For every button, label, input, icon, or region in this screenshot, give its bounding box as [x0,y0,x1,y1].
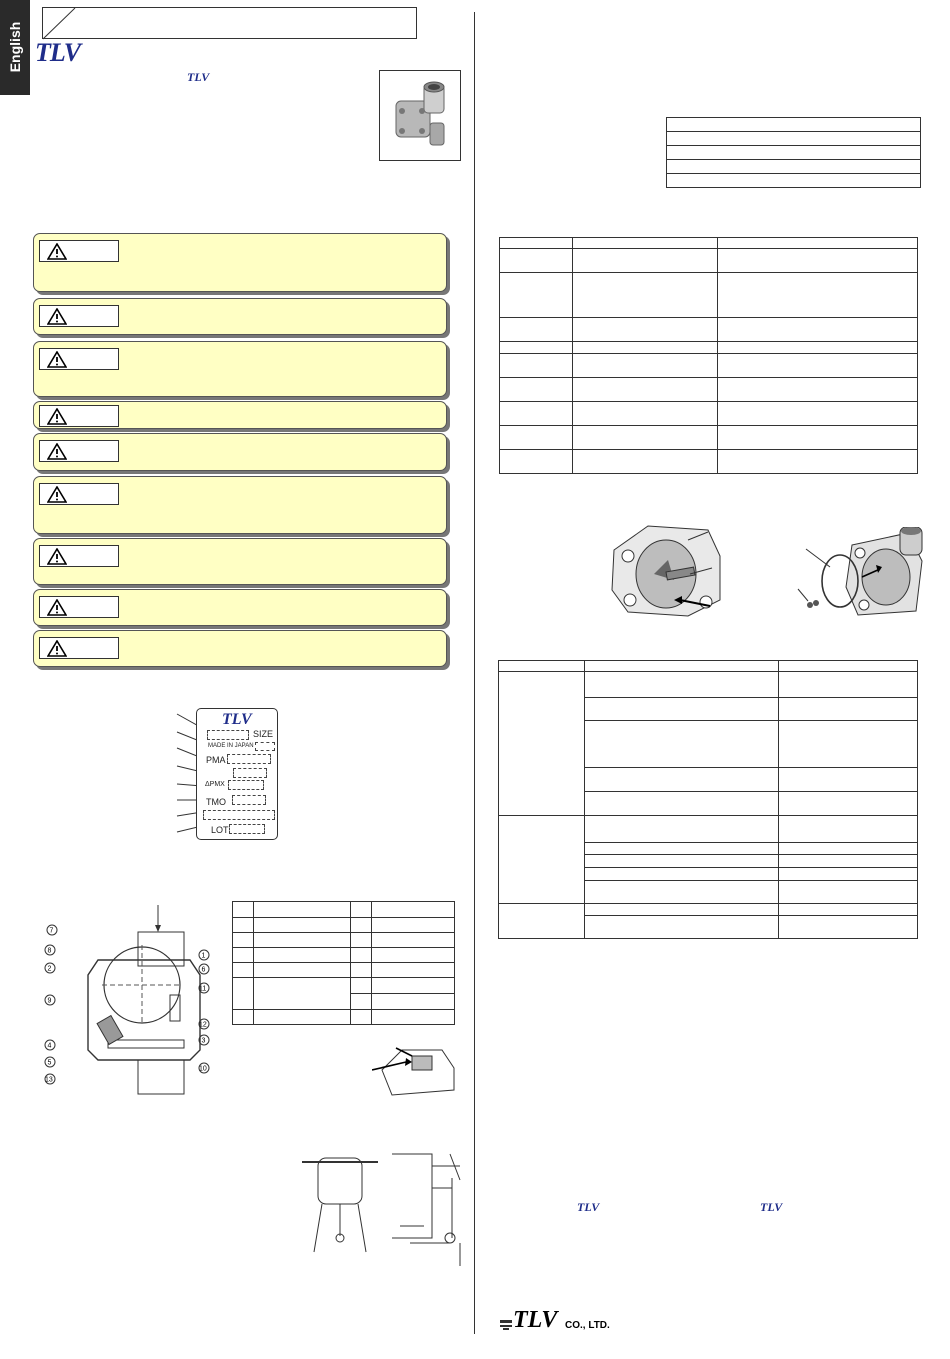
nameplate-tmo-label: TMO [206,797,226,807]
warning-badge [39,483,119,505]
warning-box [33,341,447,397]
warning-triangle-icon [47,243,67,260]
tank-installation-sketch [300,1148,470,1268]
warning-triangle-icon [47,548,67,565]
title-box [42,7,417,39]
warning-badge [39,596,119,618]
warning-badge [39,305,119,327]
warning-triangle-icon [47,351,67,368]
inline-brand-logo: TLV [187,70,210,84]
warning-triangle-icon [47,408,67,425]
company-mark-icon [499,1319,513,1331]
installation-detail-sketch [372,1040,456,1102]
nameplate-field [255,742,275,751]
nameplate-size-label: SIZE [253,729,274,739]
warning-badge [39,545,119,567]
nameplate-made-in: MADE IN JAPAN [208,743,254,749]
nameplate-field [227,754,271,764]
warning-triangle-icon [47,443,67,460]
callout-13: 13 [45,1076,53,1084]
footer-company-suffix: CO., LTD. [565,1320,610,1331]
inline-brand-logo: TLV [760,1200,783,1214]
footer-logo: TLV [513,1307,558,1333]
nameplate [196,708,278,840]
callout-1: 1 [201,952,206,960]
nameplate-field [229,824,265,834]
nameplate-dpmax-label: ΔPMX [205,781,225,788]
cover-disassembly-drawing [608,520,728,620]
callout-11: 11 [199,985,207,993]
nameplate-logo: TLV [222,711,252,728]
callout-5: 5 [47,1059,52,1067]
warning-triangle-icon [47,486,67,503]
callout-12: 12 [199,1021,207,1029]
parts-cross-section-diagram [40,900,220,1100]
callout-10: 10 [199,1065,207,1073]
callout-4: 4 [47,1042,52,1050]
spec-table [666,117,921,188]
nameplate-field [232,795,266,805]
nameplate-field [203,810,275,820]
callout-6: 6 [201,966,206,974]
warning-box [33,433,447,471]
language-tab [0,0,30,95]
warning-box [33,538,447,585]
warning-box [33,401,447,429]
warning-badge [39,348,119,370]
nameplate-field [228,780,264,790]
callout-8: 8 [47,947,52,955]
warning-badge [39,405,119,427]
callout-3: 3 [201,1037,206,1045]
warning-badge [39,637,119,659]
gasket-disassembly-drawing [796,527,926,619]
warning-box [33,233,447,292]
language-label: English [7,21,23,73]
warning-badge [39,440,119,462]
nameplate-field [207,730,249,740]
warning-badge [39,240,119,262]
product-photo [379,70,461,161]
warning-triangle-icon [47,308,67,325]
column-divider [474,12,475,1334]
brand-logo: TLV [35,38,81,67]
callout-9: 9 [47,997,52,1005]
callout-2: 2 [47,965,52,973]
inspection-table [499,237,918,474]
troubleshooting-table [498,660,918,939]
parts-table [232,901,455,1025]
warning-box [33,298,447,335]
nameplate-lot-label: LOT [211,825,229,835]
inline-brand-logo: TLV [577,1200,600,1214]
callout-7: 7 [49,927,54,935]
nameplate-field [233,768,267,778]
warning-triangle-icon [47,640,67,657]
warning-box [33,589,447,626]
warning-box [33,630,447,667]
warning-box [33,476,447,534]
nameplate-pma-label: PMA [206,755,226,765]
warning-triangle-icon [47,599,67,616]
